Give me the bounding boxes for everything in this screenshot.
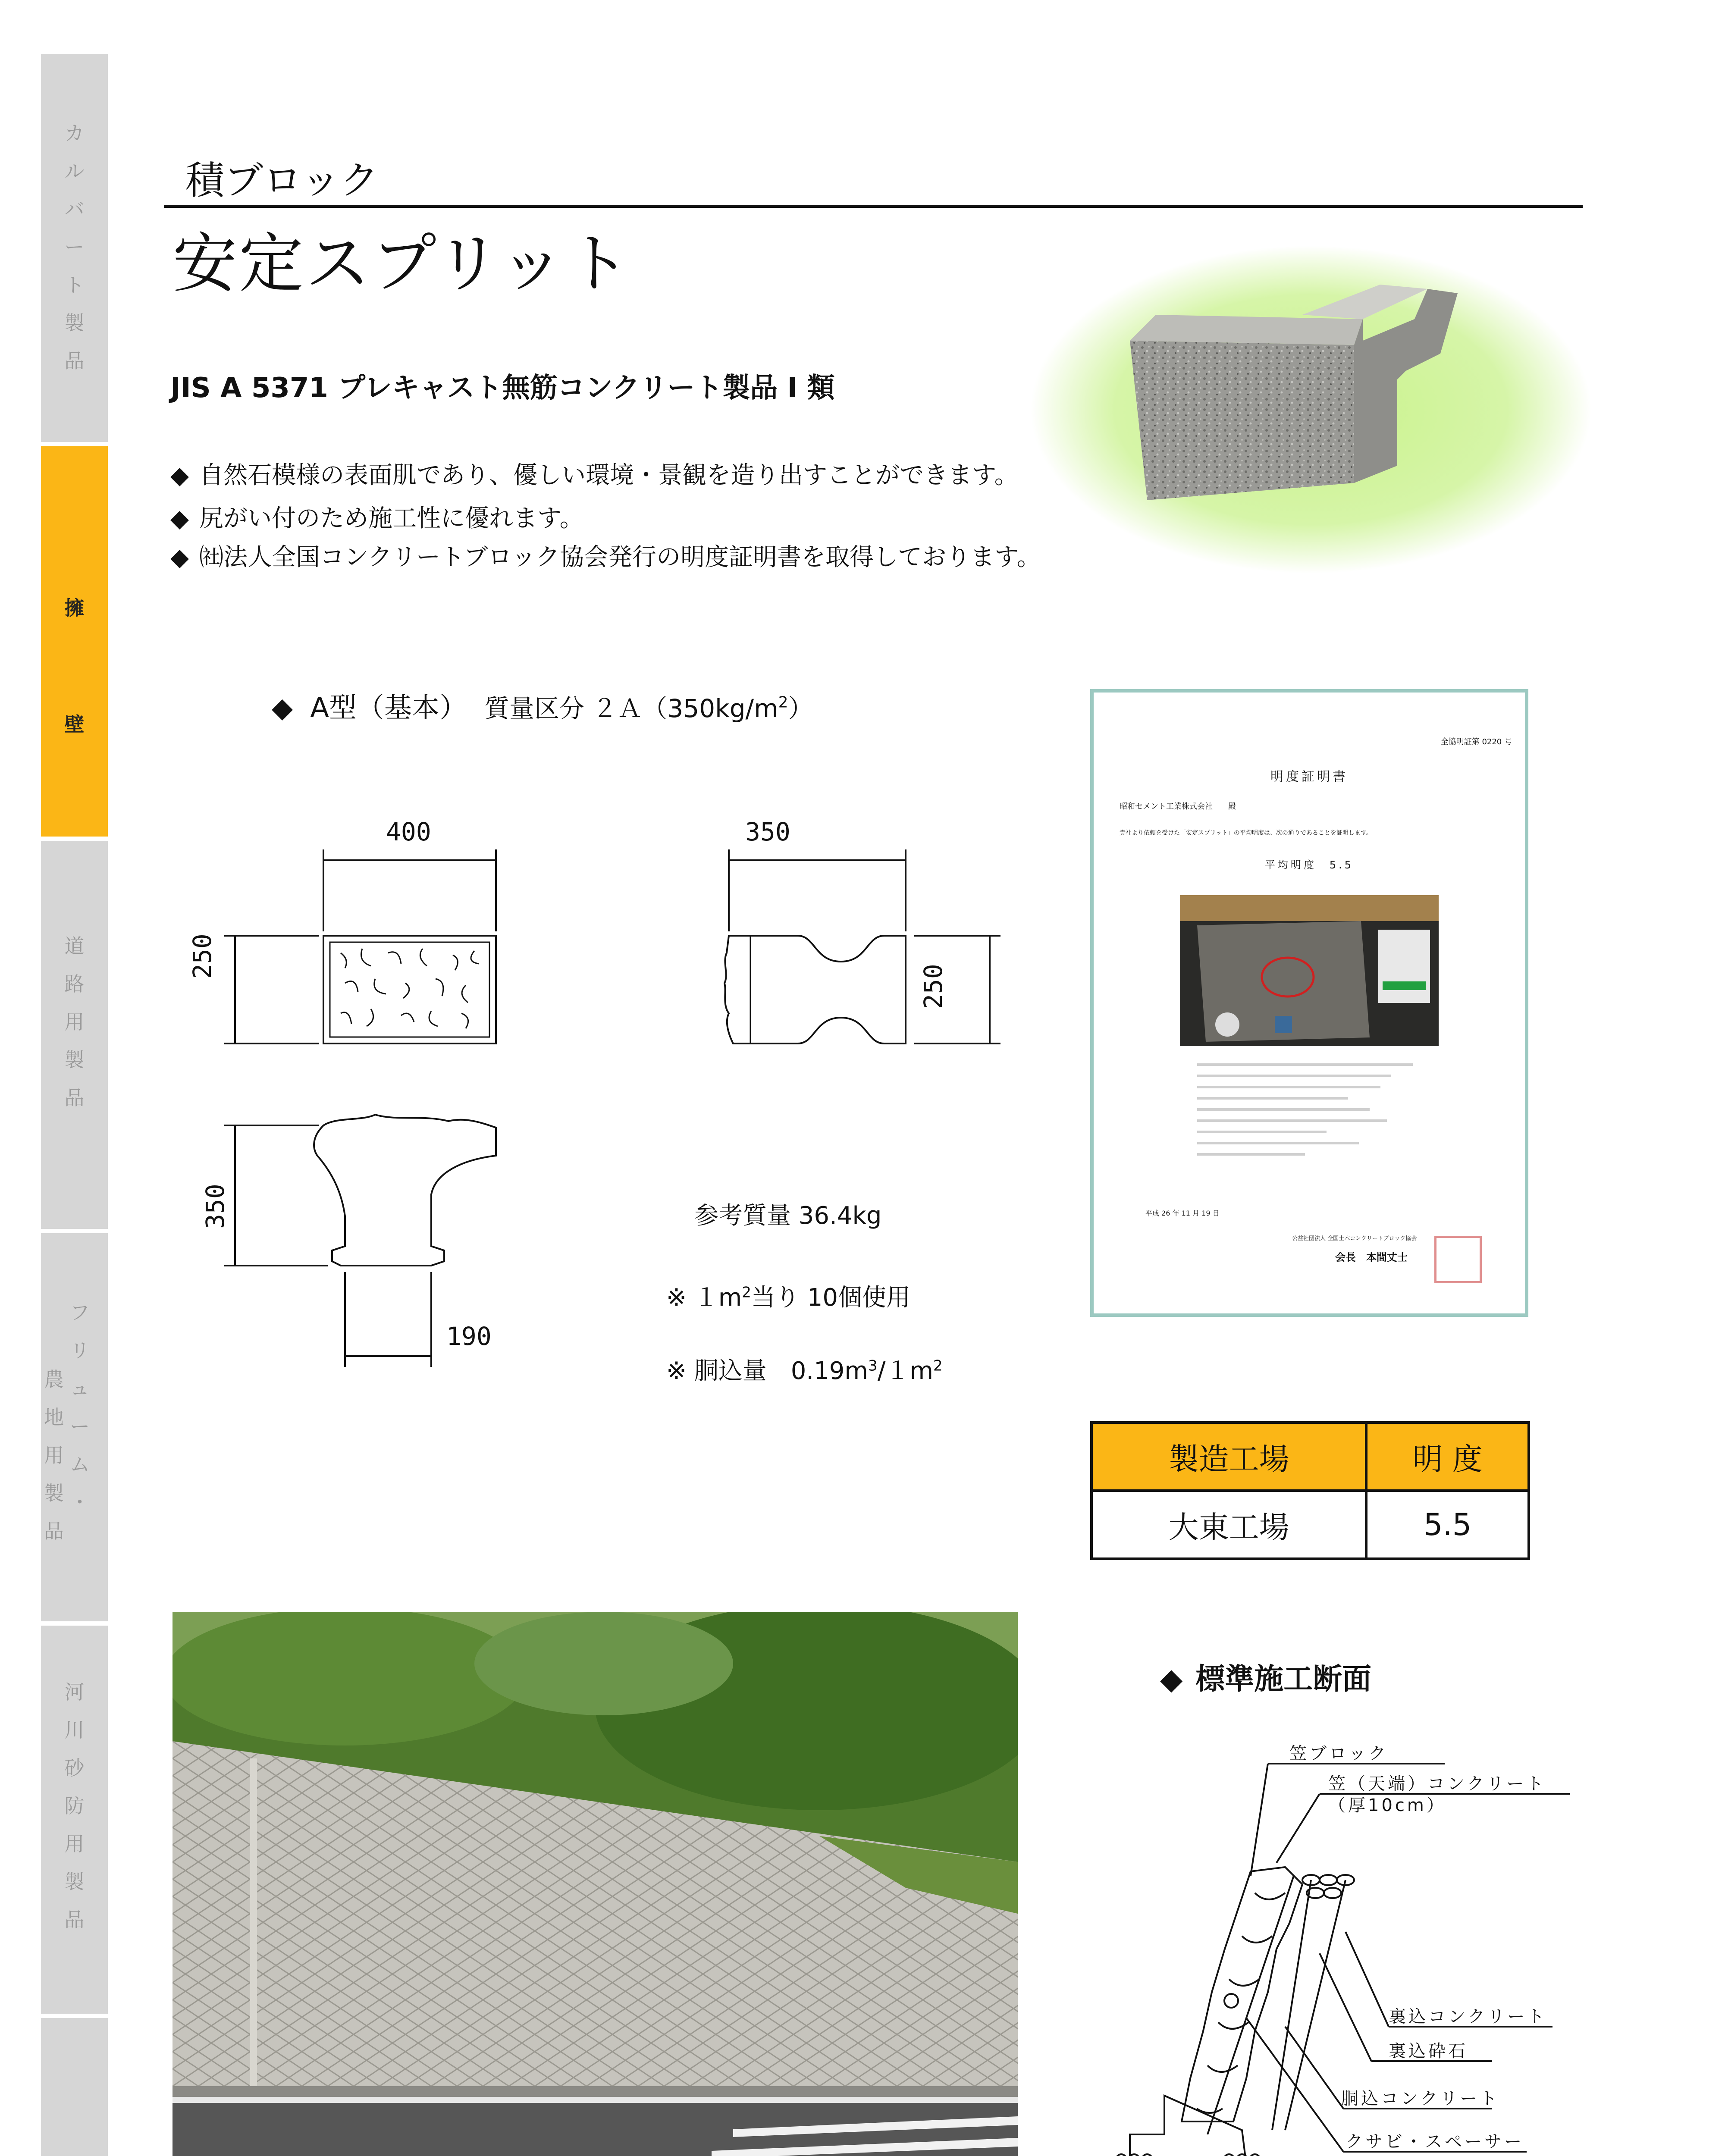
table-header: 製造工場 <box>1091 1423 1366 1491</box>
feature-item <box>170 499 584 534</box>
diamond-bullet-icon: ◆ <box>170 505 189 533</box>
label-cap-concrete: 笠（天端）コンクリート <box>1328 1774 1546 1794</box>
dim-front-height: 250 <box>188 934 217 979</box>
sidebar-tab-retaining-wall[interactable] <box>41 446 108 837</box>
certificate-date: 平成 26 年 11 月 19 日 <box>1145 1209 1220 1217</box>
fill-sup2: 2 <box>933 1357 943 1375</box>
certificate-average: 平均明度 5.5 <box>1264 859 1354 871</box>
table-cell: 5.5 <box>1366 1491 1529 1559</box>
feature-text: ㈳法人全国コンクリートブロック協会発行の明度証明書を取得しております。 <box>199 543 1041 571</box>
label-body-concrete: 胴込コンクリート <box>1341 2089 1500 2109</box>
reference-mass: 参考質量 36.4kg <box>694 1202 882 1230</box>
dim-top-width: 350 <box>745 817 790 846</box>
construction-site-photo <box>172 1612 1018 2156</box>
sidebar-tab-label: 擁 壁 <box>64 596 85 736</box>
sidebar-tab-label: 河 川 砂 防 用 製 品 <box>64 1680 85 1931</box>
sidebar-tab-river[interactable] <box>41 1626 108 2014</box>
dim-side-base: 190 <box>446 1322 492 1351</box>
table-cell: 大東工場 <box>1091 1491 1366 1559</box>
diamond-bullet-icon: ◆ <box>170 461 189 489</box>
certificate-body: 貴社より依頼を受けた「安定スプリット」の平均明度は、次の通りであることを証明します。 <box>1120 830 1372 837</box>
official-seal-icon <box>1434 1236 1482 1283</box>
sidebar-tab-label: 道 路 用 製 品 <box>64 934 85 1109</box>
certificate-photo <box>1180 895 1439 1046</box>
type-heading <box>272 686 813 725</box>
sidebar-tab-label: カ ル バ ー ト 製 品 <box>64 122 85 373</box>
feature-item <box>170 538 1041 573</box>
certificate-number: 全協明証第 0220 号 <box>1440 737 1512 746</box>
label-cap-block: 笠ブロック <box>1289 1744 1389 1764</box>
mass-sup: 2 <box>778 693 788 711</box>
category-heading: 積ブロック <box>185 158 379 203</box>
certificate-addressee: 昭和セメント工業株式会社 殿 <box>1120 802 1236 811</box>
table-row <box>1091 1491 1529 1559</box>
diamond-bullet-icon: ◆ <box>1160 1662 1183 1696</box>
certificate-issuer: 公益社団法人 全国土木コンクリートブロック協会 <box>1292 1235 1417 1242</box>
fill-volume <box>666 1352 943 1386</box>
fill-sup: 3 <box>868 1357 878 1375</box>
feature-item <box>170 456 1019 491</box>
table-header: 明 度 <box>1366 1423 1529 1491</box>
certificate-signature: 会長 本間丈士 <box>1335 1251 1408 1263</box>
usage-prefix: ※ １m <box>666 1284 742 1312</box>
sidebar-tab-flume[interactable] <box>41 1233 108 1621</box>
feature-text: 尻がい付のため施工性に優れます。 <box>199 505 584 533</box>
label-cap-thickness: （厚10cm） <box>1328 1796 1446 1815</box>
label-back-gravel: 裏込砕石 <box>1389 2041 1468 2061</box>
page-title: 安定スプリット <box>172 226 633 301</box>
dim-front-width: 400 <box>386 817 431 846</box>
brightness-table <box>1090 1421 1530 1560</box>
dim-side-height: 350 <box>201 1184 230 1229</box>
label-spacer: クサビ・スペーサー <box>1346 2132 1524 2152</box>
mass-class: 質量区分 ２Ａ（350kg/m <box>484 694 778 723</box>
header-rule <box>164 205 1583 208</box>
standard-label: JIS A 5371 プレキャスト無筋コンクリート製品 I 類 <box>170 372 835 404</box>
feature-text: 自然石模様の表面肌であり、優しい環境・景観を造り出すことができます。 <box>199 461 1019 489</box>
usage-sup: 2 <box>742 1284 751 1301</box>
sidebar-tab-culvert[interactable] <box>41 54 108 442</box>
label-back-concrete: 裏込コンクリート <box>1389 2007 1547 2027</box>
mass-close: ） <box>788 694 813 723</box>
diamond-bullet-icon: ◆ <box>272 692 293 724</box>
sidebar-tab-label-col1: フ リ ュ ー ム ・ <box>70 1301 90 1514</box>
fill-mid: /１m <box>877 1357 934 1385</box>
sidebar-tab-label-col2: 農 地 用 製 品 <box>44 1368 64 1543</box>
section-title-text: 標準施工断面 <box>1195 1662 1372 1696</box>
type-label: A型（基本） <box>310 692 467 724</box>
usage-per-m2 <box>666 1279 910 1313</box>
certificate-details <box>1197 1063 1413 1164</box>
brightness-certificate <box>1090 689 1528 1317</box>
sidebar-tab-road[interactable] <box>41 841 108 1229</box>
diamond-bullet-icon: ◆ <box>170 543 189 571</box>
section-title <box>1160 1656 1371 1698</box>
certificate-title: 明度証明書 <box>1270 769 1348 784</box>
product-photo <box>1026 241 1596 578</box>
usage-suffix: 当り 10個使用 <box>751 1284 910 1312</box>
dim-top-height: 250 <box>919 964 948 1009</box>
fill-prefix: ※ 胴込量 0.19m <box>666 1357 868 1385</box>
sidebar-tab-other[interactable] <box>41 2018 108 2156</box>
